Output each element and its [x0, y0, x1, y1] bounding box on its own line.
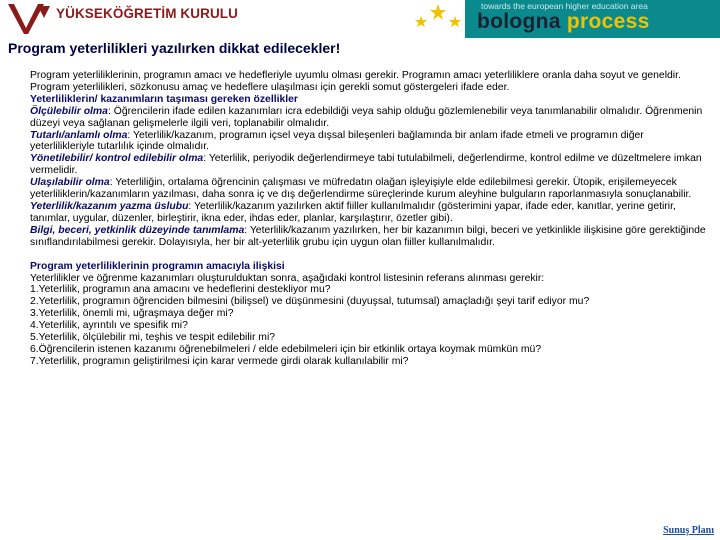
section2-heading: Program yeterliliklerinin programın amacıyla ilişkisi	[30, 260, 285, 272]
eu-stars-icon	[403, 0, 473, 38]
intro-paragraph: Program yeterliliklerinin, programın amacı ve hedefleriyle uyumlu olması gerekir. Programın amacı yeterliliklere oranla daha soyut ve geneldir. Program yeterlilikleri, sözkonusu amaç ve hedeflere ulaşılması için gerekli somut göstergeleri ifade eder.	[30, 70, 681, 93]
process-word: process	[566, 10, 650, 33]
property-item: Yeterlilik/kazanım yazma üslubu: Yeterlilik/kazanım yazılırken aktif fiiller kullanılmalıdır (gösterimini yapar, ifade eder, kanıtlar, yerine getirir, tanımlar, uygular, düzenler, birleştirir, ikna eder, ihdas eder, planlar, karşılaştırır, özetler gibi).	[30, 200, 676, 224]
property-text: Yeterlilik/kazanım, programın içsel veya dışsal bileşenleri bağlamında bir anlam ifade etmeli ve programın diğer yeterlilikleriyle tutarlılık içinde olmalıdır.	[30, 129, 644, 153]
yok-emblem-icon	[6, 2, 52, 36]
property-item: Yönetilebilir/ kontrol edilebilir olma: Yeterlilik, periyodik değerlendirmeye tabi tutulabilmeli, değerlendirme, kontrol edilme ve düzeltmelere imkan vermelidir.	[30, 153, 702, 177]
property-label: Ulaşılabilir olma	[30, 177, 110, 189]
bologna-logo-text	[477, 10, 650, 34]
section2-intro: Yeterlilikler ve öğrenme kazanımları oluşturulduktan sonra, aşağıdaki kontrol listesinin referans alınması gerekir:	[30, 272, 545, 284]
checklist-item: 7.Yeterlilik, programın geliştirilmesi için karar vermede girdi olarak kullanılabilir mi?	[30, 355, 409, 367]
header	[0, 0, 720, 40]
property-item: Ölçülebilir olma: Öğrencilerin ifade edilen kazanımları icra edebildiği veya sahip olduğu gözlemlenebilir veya tanımlanabilir olmalıdır. Öğrenmenin düzeyi veya sağlanan gelişmelerle ilgili veri, toplanabilir olmalıdır.	[30, 105, 703, 129]
checklist-item: 1.Yeterlilik, programın ana amacını ve hedeflerini destekliyor mu?	[30, 284, 331, 296]
sunus-plani-link[interactable]: Sunuş Planı	[663, 525, 714, 536]
property-label: Yönetilebilir/ kontrol edilebilir olma	[30, 153, 204, 165]
bologna-tagline: towards the european higher education area	[481, 1, 648, 11]
bologna-process-banner	[403, 0, 720, 38]
page-title: Program yeterlilikleri yazılırken dikkat edilecekler!	[8, 40, 341, 56]
property-item: Tutarlı/anlamlı olma: Yeterlilik/kazanım, programın içsel veya dışsal bileşenleri bağlamında bir anlam ifade etmeli ve programın diğer yeterlilikleriyle tutarlılık içinde olmalıdır.	[30, 129, 644, 153]
property-text: Yeterlilik/kazanım yazılırken aktif fiiller kullanılmalıdır (gösterimini yapar, ifade eder, kanıtlar, yerine getirir, tanımlar, uygular, düzenler, birleştirir, ikna eder, ihdas eder, planlar, karşılaştırır, özetler gibi).	[30, 200, 676, 224]
property-text: Yeterlilik/kazanım yazılırken, her bir kazanımın bilgi, beceri ve yetkinlikle ilişkisine göre gerektiğinde sınıflandırılabilmesi gerekir. Dolayısıyla, her bir alt-yeterlilik grubu için uygun olan fiiller kullanılmalıdır.	[30, 224, 706, 248]
property-item: Ulaşılabilir olma: Yeterliliğin, ortalama öğrencinin çalışması ve müfredatın olağan işleyişiyle elde edilebilmesi gerekir. Ütopik, erişilemeyecek yeterliliklerin/kazanımların yazılması, daha sonra iç ve dış değerlendirme süreçlerinde kurum aleyhine bulguların raporlanmasıyla sonuçlanabilir.	[30, 177, 692, 201]
checklist-item: 2.Yeterlilik, programın öğrenciden bilmesini (bilişsel) ve düşünmesini (duyuşsal, tutumsal) amaçladığı şeyi tarif ediyor mu?	[30, 296, 590, 308]
property-label: Yeterlilik/kazanım yazma üslubu	[30, 200, 189, 212]
section-spacer	[30, 249, 710, 261]
checklist-item: 5.Yeterlilik, ölçülebilir mi, teşhis ve tespit edilebilir mi?	[30, 332, 276, 344]
property-item: Bilgi, beceri, yetkinlik düzeyinde tanımlama: Yeterlilik/kazanım yazılırken, her bir kazanımın bilgi, beceri ve yetkinlikle ilişkisine göre gerektiğinde sınıflandırılabilmesi gerekir. Dolayısıyla, her bir alt-yeterlilik grubu için uygun olan fiiller kullanılmalıdır.	[30, 224, 706, 248]
section1-heading: Yeterliliklerin/ kazanımların taşıması gereken özellikler	[30, 93, 298, 105]
property-text: Yeterliliğin, ortalama öğrencinin çalışması ve müfredatın olağan işleyişiyle elde edilebilmesi gerekir. Ütopik, erişilemeyecek yeterliliklerin/kazanımların yazılması, daha sonra iç ve dış değerlendirme süreçlerinde kurum aleyhine bulguların raporlanmasıyla sonuçlanabilir.	[30, 177, 692, 201]
property-label: Ölçülebilir olma	[30, 105, 108, 117]
content-body	[30, 70, 710, 368]
property-label: Tutarlı/anlamlı olma	[30, 129, 128, 141]
bologna-word: bologna	[477, 10, 561, 33]
yok-logo	[6, 2, 246, 36]
property-text: Öğrencilerin ifade edilen kazanımları icra edebildiği veya sahip olduğu gözlemlenebilir veya tanımlanabilir olmalıdır. Öğrenmenin düzeyi veya sağlanan gelişmelerle ilgili veri, toplanabilir olmalıdır.	[30, 105, 703, 129]
checklist-item: 4.Yeterlilik, ayrıntılı ve spesifik mi?	[30, 320, 188, 332]
checklist-item: 6.Öğrencilerin istenen kazanımı öğrenebilmeleri / elde edebilmeleri için bir etkinlik ortaya koymak mümkün mü?	[30, 343, 542, 355]
yok-logo-text: YÜKSEKÖĞRETİM KURULU	[56, 6, 239, 21]
property-text: Yeterlilik, periyodik değerlendirmeye tabi tutulabilmeli, değerlendirme, kontrol edilme ve düzeltmelere imkan vermelidir.	[30, 153, 702, 177]
checklist-item: 3.Yeterlilik, önemli mi, uğraşmaya değer mi?	[30, 308, 234, 320]
property-label: Bilgi, beceri, yetkinlik düzeyinde tanımlama	[30, 224, 245, 236]
